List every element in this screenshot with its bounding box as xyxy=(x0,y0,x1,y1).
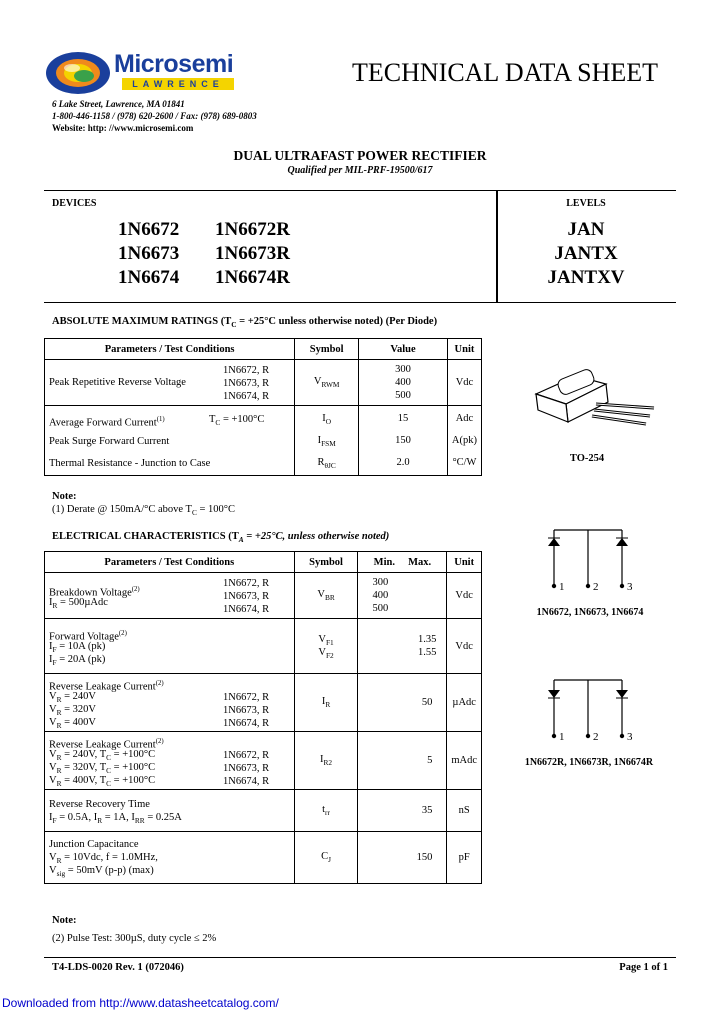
address-block xyxy=(52,98,257,134)
value: 150 xyxy=(395,434,411,446)
level-item: JAN xyxy=(567,219,605,240)
device-stack: 1N6672, R 1N6673, R 1N6674, R xyxy=(223,692,270,729)
elec-heading: ELECTRICAL CHARACTERISTICS ($T_A = +25^\circ C$, unless otherwise noted) xyxy=(52,531,390,545)
param-cell: Reverse Leakage Current$^{(2)}$ $V_R = 240V$, $T_C = +100^\circ C$ $V_R = 320V$, $T_C = +100^\circ C$ $V_R = 400V$, $T_C = +100^\circ C$ 1N6672, R 1N6673, R 1N6674, R xyxy=(45,732,295,790)
device-item: 1N6674 xyxy=(118,267,180,288)
unit-cell: Vdc xyxy=(447,360,481,406)
note-text: (1) Derate @ 150mA/°C above $T_C = 100^\circ C$ xyxy=(52,504,235,518)
abs-max-note xyxy=(52,490,235,519)
minmax-cell: 150 xyxy=(358,832,447,884)
value-cell xyxy=(359,360,448,406)
note-ref: (1) xyxy=(156,415,165,423)
level-item: JANTXV xyxy=(547,267,625,288)
level-item: JANTX xyxy=(554,243,618,264)
abs-max-heading-sub: C xyxy=(231,320,237,330)
divider-mid xyxy=(44,302,676,303)
levels-list xyxy=(536,218,636,290)
device-item: 1N6673 xyxy=(118,243,180,264)
value: 300 xyxy=(395,364,411,375)
device-ref: 1N6673, R xyxy=(223,378,270,389)
devices-list-b xyxy=(215,218,290,290)
note-label: Note: xyxy=(52,491,77,502)
abs-max-heading-a: ABSOLUTE MAXIMUM RATINGS (T xyxy=(52,316,232,327)
schematic2-caption: 1N6672R, 1N6673R, 1N6674R xyxy=(524,757,654,768)
param-cell xyxy=(45,406,295,476)
device-stack: 1N6672, R 1N6673, R 1N6674, R xyxy=(223,750,270,787)
device-item: 1N6672R xyxy=(215,219,290,240)
schematic-common-cathode xyxy=(532,520,642,600)
param-cell: Reverse Leakage Current$^{(2)}$ $V_R = 240V$ $V_R = 320V$ $V_R = 400V$ 1N6672, R 1N6673, R 1N6674, R xyxy=(45,674,295,732)
device-item: 1N6674R xyxy=(215,267,290,288)
pin-label: 3 xyxy=(627,731,633,743)
unit-cell: pF xyxy=(447,832,482,884)
device-ref: 1N6674, R xyxy=(223,391,270,402)
symbol-cell xyxy=(295,360,359,406)
minmax-cell: 50 xyxy=(358,674,447,732)
table-header-row xyxy=(45,339,482,360)
value: 500 xyxy=(395,390,411,401)
table-row xyxy=(45,674,482,732)
symbol-cell: $t_{rr}$ xyxy=(294,790,358,832)
table-row xyxy=(45,619,482,674)
pin-label: 2 xyxy=(593,731,599,743)
elec-heading-b: = +25°C, unless otherwise noted) xyxy=(243,531,390,542)
param-label: Peak Repetitive Reverse Voltage xyxy=(49,377,186,388)
condition: $T_C = +100^\circ C$ xyxy=(209,413,265,427)
param-label: Thermal Resistance - Junction to Case xyxy=(49,457,211,469)
symbol-sub: RWM xyxy=(321,380,340,390)
levels-label: LEVELS xyxy=(566,198,606,209)
website-line[interactable]: Website: http: //www.microsemi.com xyxy=(52,123,194,133)
address-line: 6 Lake Street, Lawrence, MA 01841 xyxy=(52,99,185,109)
symbol-cell: $I_R$ xyxy=(294,674,358,732)
symbol-cell: $V_{BR}$ xyxy=(294,573,358,619)
footer-divider xyxy=(44,957,676,958)
product-title: DUAL ULTRAFAST POWER RECTIFIER xyxy=(233,148,487,163)
param-cell: Forward Voltage$^{(2)}$ $I_F = 10A$ (pk) $I_F = 20A$ (pk) xyxy=(45,619,295,674)
col-header: Value xyxy=(359,339,448,360)
elec-note xyxy=(52,912,216,948)
symbol: V xyxy=(313,375,322,387)
download-link[interactable]: Downloaded from http://www.datasheetcatalog.com/ xyxy=(2,996,279,1010)
schematic-common-anode xyxy=(532,670,642,750)
value-cell xyxy=(359,406,448,476)
unit-cell: Vdc xyxy=(447,619,482,674)
table-row xyxy=(45,360,482,406)
value: 2.0 xyxy=(396,456,410,468)
elec-heading-a: ELECTRICAL CHARACTERISTICS (T xyxy=(52,531,239,542)
param-cell: Breakdown Voltage$^{(2)}$ $I_R = 500\mu Adc$ 1N6672, R 1N6673, R 1N6674, R xyxy=(45,573,295,619)
table-row xyxy=(45,573,482,619)
schematic1-caption: 1N6672, 1N6673, 1N6674 xyxy=(536,607,644,618)
table-row xyxy=(45,790,482,832)
note-text: (2) Pulse Test: 300µS, duty cycle ≤ 2% xyxy=(52,933,217,944)
col-header: Symbol xyxy=(294,552,358,573)
minmax-cell: 35 xyxy=(358,790,447,832)
brand-name: Microsemi xyxy=(114,50,234,78)
value: 15 xyxy=(397,412,409,424)
value: 400 xyxy=(395,377,411,388)
elec-table xyxy=(44,551,482,884)
symbol-cell: $I_{R2}$ xyxy=(294,732,358,790)
unit-cell: µAdc xyxy=(447,674,482,732)
param-cell xyxy=(45,360,295,406)
unit-cell: Vdc xyxy=(447,573,482,619)
param-cell: Junction Capacitance $V_R = 10Vdc$, f = 1.0MHz, $V_{sig} = 50mV$ (p-p) (max) xyxy=(45,832,295,884)
pin-label: 1 xyxy=(559,731,565,743)
microsemi-globe-icon xyxy=(44,50,114,96)
unit-cell: Adc A(pk) °C/W xyxy=(447,406,481,476)
device-stack xyxy=(223,364,269,403)
minmax-cell: 5 xyxy=(358,732,447,790)
symbol-cell: $C_J$ xyxy=(294,832,358,884)
unit-cell: mAdc xyxy=(447,732,482,790)
col-header: Parameters / Test Conditions xyxy=(45,552,295,573)
col-header: Unit xyxy=(447,339,481,360)
phone-line: 1-800-446-1158 / (978) 620-2600 / Fax: (978) 689-0803 xyxy=(52,111,257,121)
package-name: TO-254 xyxy=(569,453,605,464)
doc-id: T4-LDS-0020 Rev. 1 (072046) xyxy=(52,962,184,973)
minmax-cell: 300 400 500 xyxy=(358,573,447,619)
devices-list-a xyxy=(118,218,179,290)
col-header: Parameters / Test Conditions xyxy=(45,339,295,360)
symbol-cell: $I_O$ $I_{FSM}$ $R_{\theta JC}$ xyxy=(295,406,359,476)
pin-label: 3 xyxy=(627,581,633,593)
devices-label: DEVICES xyxy=(52,198,97,209)
param-label: Average Forward Current xyxy=(49,417,157,428)
table-header-row xyxy=(45,552,482,573)
unit-cell: nS xyxy=(447,790,482,832)
brand-sub: LAWRENCE xyxy=(122,78,234,90)
device-item: 1N6673R xyxy=(215,243,290,264)
param-cell: Reverse Recovery Time $I_F = 0.5A$, $I_R = 1A$, $I_{RR} = 0.25A$ xyxy=(45,790,295,832)
qualification: Qualified per MIL-PRF-19500/617 xyxy=(287,165,433,176)
param-label: Peak Surge Forward Current xyxy=(49,435,170,447)
device-ref: 1N6672, R xyxy=(223,365,270,376)
table-row xyxy=(45,732,482,790)
company-logo xyxy=(44,50,244,96)
doc-title: TECHNICAL DATA SHEET xyxy=(352,58,659,87)
col-header: Min. Max. xyxy=(358,552,447,573)
divider-top xyxy=(44,190,676,191)
symbol-cell: $V_{F1}$ $V_{F2}$ xyxy=(294,619,358,674)
device-item: 1N6672 xyxy=(118,219,180,240)
table-row xyxy=(45,832,482,884)
divider-vertical xyxy=(496,190,498,302)
page-number: Page 1 of 1 xyxy=(619,962,668,973)
col-header: Unit xyxy=(447,552,482,573)
abs-max-heading xyxy=(52,316,437,329)
pin-label: 2 xyxy=(593,581,599,593)
pin-label: 1 xyxy=(559,581,565,593)
to254-package-drawing xyxy=(526,366,666,436)
table-row xyxy=(45,406,482,476)
minmax-cell: 1.35 1.55 xyxy=(358,619,447,674)
abs-max-table xyxy=(44,338,482,476)
col-header: Symbol xyxy=(295,339,359,360)
note-label: Note: xyxy=(52,915,77,926)
abs-max-heading-b: = +25°C unless otherwise noted) (Per Diode) xyxy=(236,316,438,327)
device-stack: 1N6672, R 1N6673, R 1N6674, R xyxy=(223,578,270,615)
